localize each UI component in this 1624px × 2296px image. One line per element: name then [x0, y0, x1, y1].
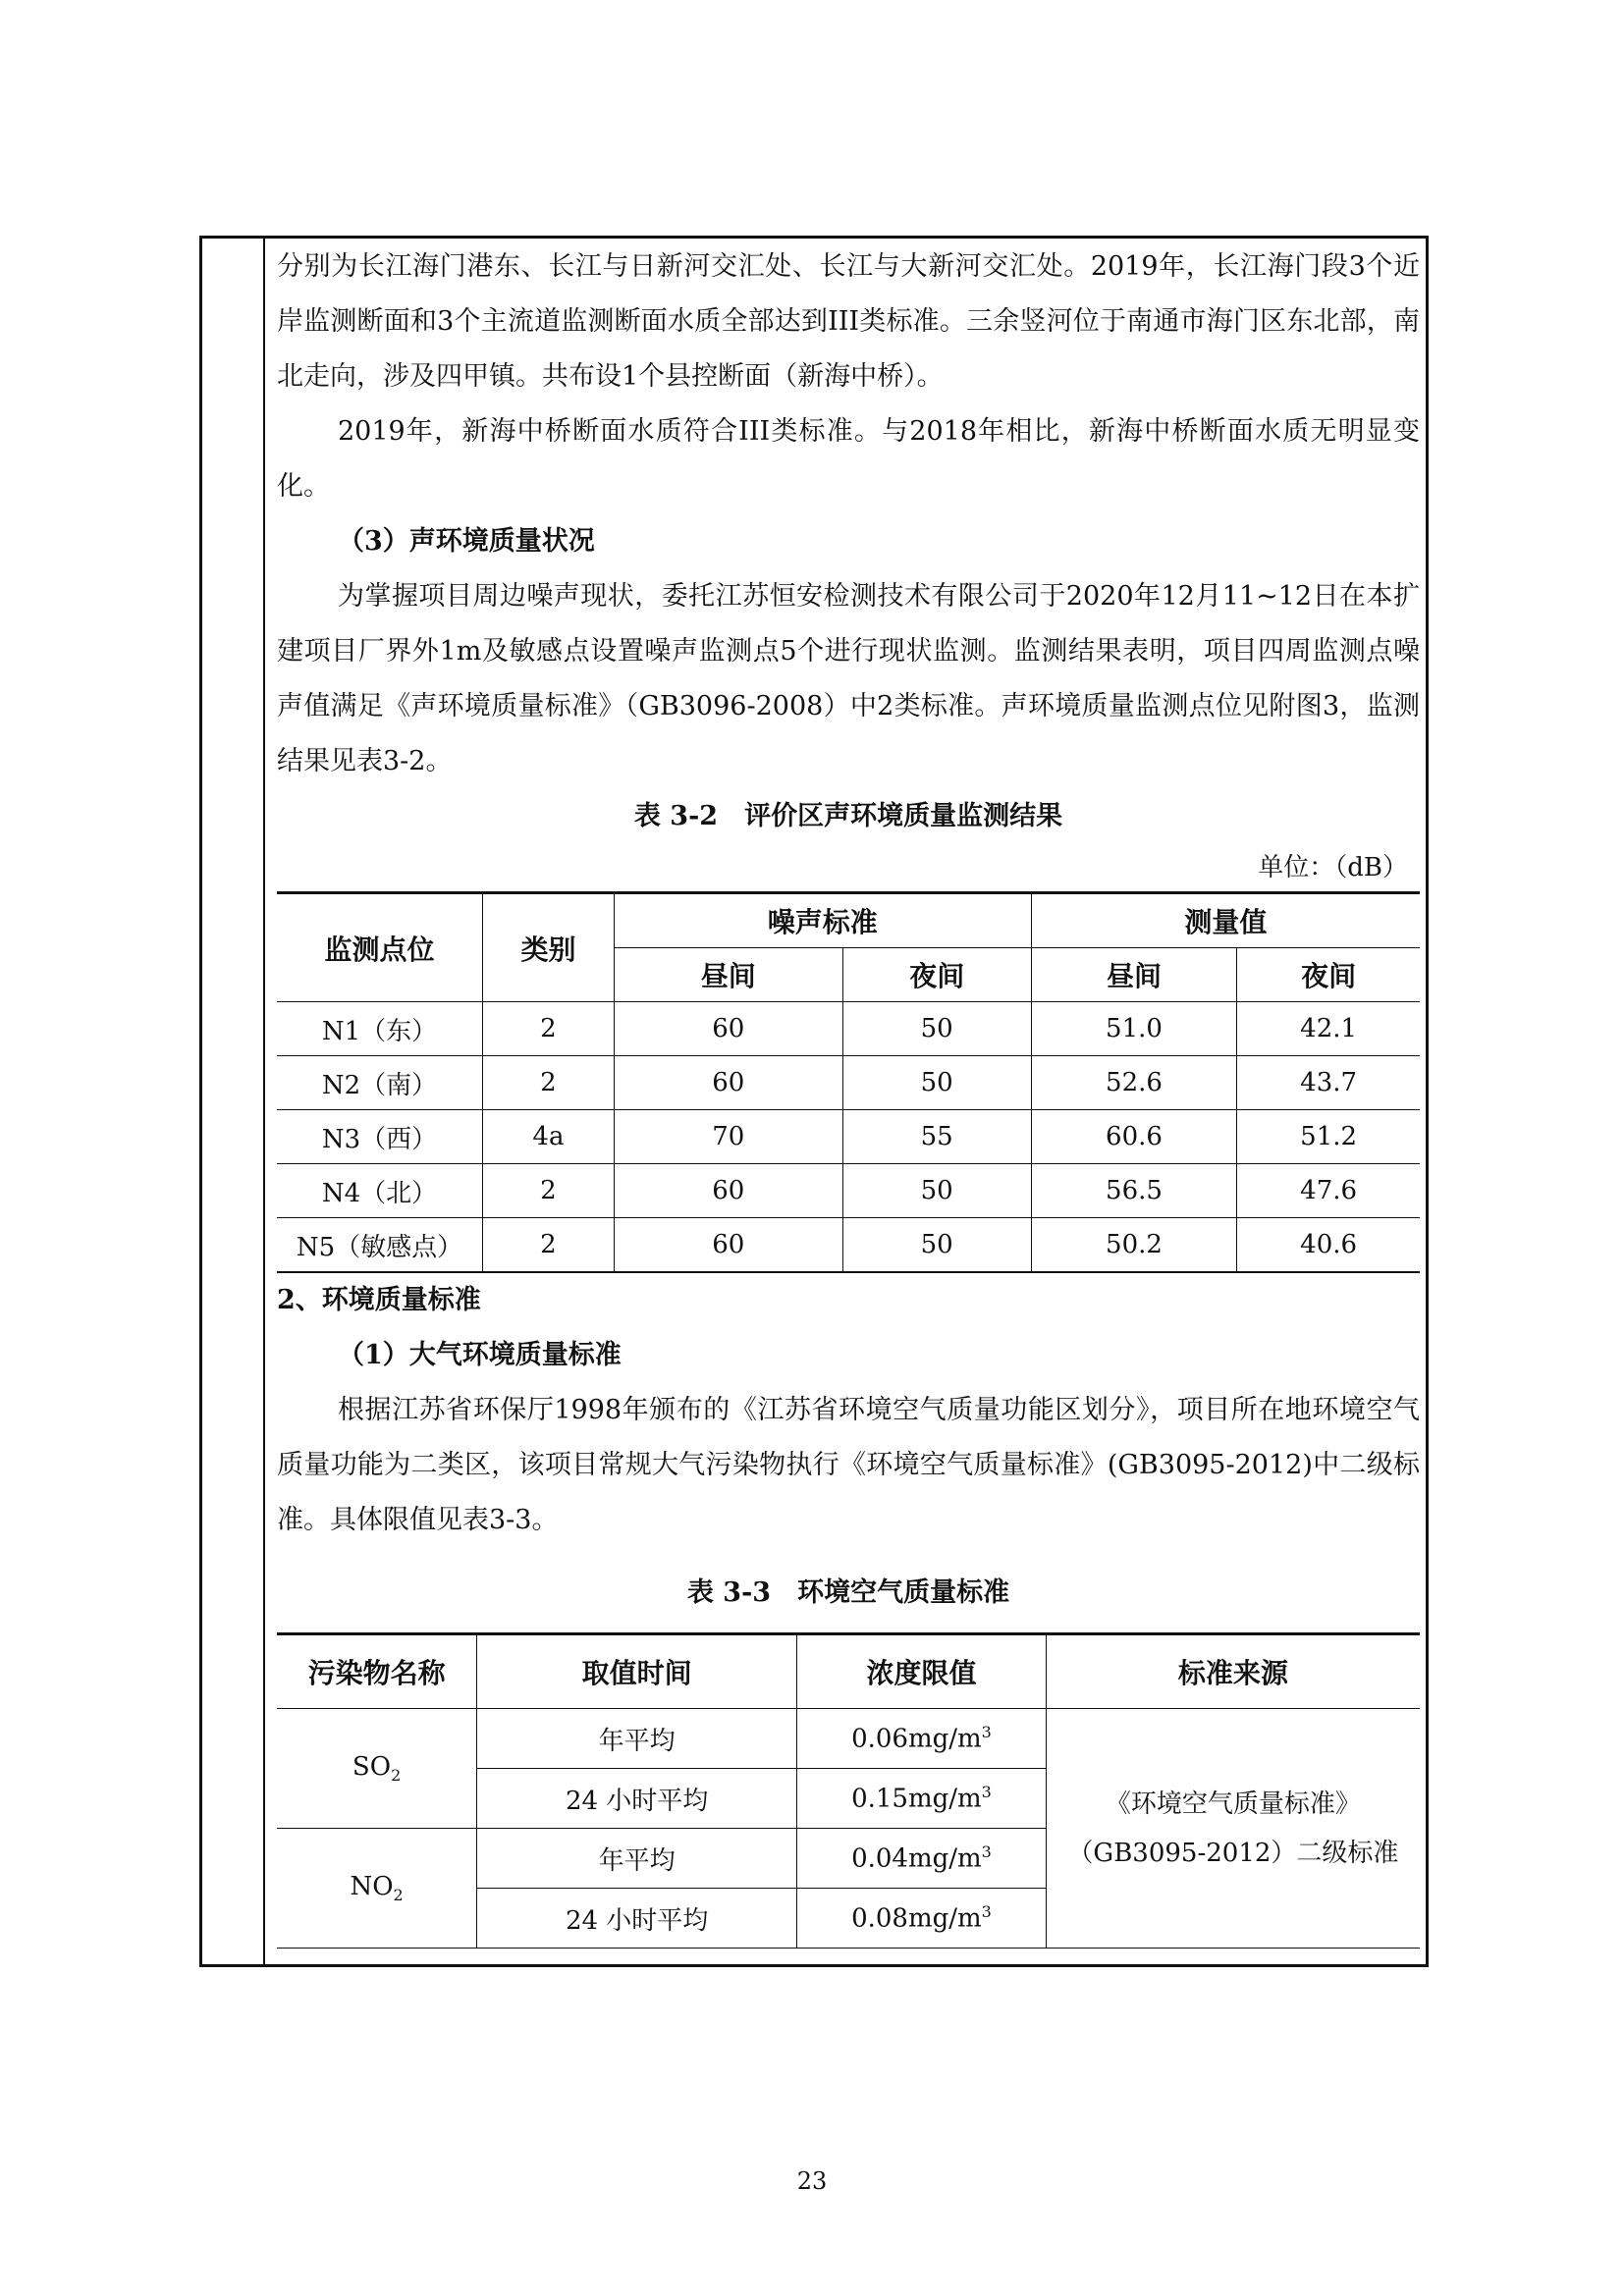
paragraph-water-sections: 分别为长江海门港东、长江与日新河交汇处、长江与大新河交汇处。2019年，长江海门段3个近岸监测断面和3个主流道监测断面水质全部达到III类标准。三余竖河位于南通市海门区东北部，南北走向，涉及四甲镇。共布设1个县控断面（新海中桥）。 — [277, 251, 1420, 392]
cell-std-night: 55 — [842, 1110, 1031, 1164]
cell-pollutant-no2: $NO_2$ — [277, 1829, 477, 1949]
paragraph-noise-monitoring: 为掌握项目周边噪声现状，委托江苏恒安检测技术有限公司于2020年12月11~12日在本扩建项目厂界外1m及敏感点设置噪声监测点5个进行现状监测。监测结果表明，项目四周监测点噪声值满足《声环境质量标准》（GB3096-2008）中2类标准。声环境质量监测点位见附图3，监测结果见表3-2。 — [277, 581, 1420, 776]
table-row — [277, 1709, 1420, 1769]
cell-std-day: 60 — [614, 1218, 842, 1273]
cell-point: N3（西） — [277, 1110, 483, 1164]
air-quality-standard-table — [277, 1632, 1420, 1949]
cell-day: 60.6 — [1031, 1110, 1237, 1164]
cell-time: 24 小时平均 — [477, 1889, 797, 1949]
cell-night: 43.7 — [1237, 1056, 1420, 1110]
table-3-3-caption: 表 3-3 环境空气质量标准 — [686, 1577, 1010, 1608]
header-meas-day: 昼间 — [1031, 948, 1237, 1002]
header-time: 取值时间 — [477, 1634, 797, 1709]
cell-point: N1（东） — [277, 1002, 483, 1056]
cell-type: 2 — [483, 1002, 615, 1056]
heading-quality-standards: 2、环境质量标准 — [277, 1285, 481, 1315]
header-pollutant: 污染物名称 — [277, 1634, 477, 1709]
cell-std-day: 60 — [614, 1056, 842, 1110]
cell-night: 40.6 — [1237, 1218, 1420, 1273]
page-number: 23 — [796, 2167, 828, 2195]
header-meas-night: 夜间 — [1237, 948, 1420, 1002]
cell-std-day: 60 — [614, 1164, 842, 1218]
cell-std-night: 50 — [842, 1056, 1031, 1110]
paragraph-water-2019: 2019年，新海中桥断面水质符合III类标准。与2018年相比，新海中桥断面水质无明显变化。 — [277, 416, 1420, 502]
header-noise-standard: 噪声标准 — [614, 893, 1031, 948]
noise-results-table — [277, 891, 1420, 1273]
table-row — [277, 1164, 1420, 1218]
cell-std-night: 50 — [842, 1164, 1031, 1218]
header-std-day: 昼间 — [614, 948, 842, 1002]
cell-type: 2 — [483, 1164, 615, 1218]
cell-pollutant-so2: $SO_2$ — [277, 1709, 477, 1829]
header-type: 类别 — [483, 893, 615, 1002]
cell-type: 4a — [483, 1110, 615, 1164]
table-3-2-unit: 单位：（dB） — [1258, 853, 1408, 882]
heading-acoustic-status: （3）声环境质量状况 — [338, 526, 595, 557]
table-row — [277, 1218, 1420, 1273]
cell-time: 年平均 — [477, 1709, 797, 1769]
header-std-night: 夜间 — [842, 948, 1031, 1002]
cell-night: 51.2 — [1237, 1110, 1420, 1164]
cell-limit: $0.04mg/m^3$ — [797, 1829, 1047, 1889]
table-row — [277, 1110, 1420, 1164]
cell-day: 51.0 — [1031, 1002, 1237, 1056]
cell-standard-source: 《环境空气质量标准》 （GB3095-2012）二级标准 — [1046, 1709, 1420, 1949]
frame-left-column-divider — [263, 236, 265, 1967]
cell-day: 56.5 — [1031, 1164, 1237, 1218]
cell-night: 42.1 — [1237, 1002, 1420, 1056]
cell-night: 47.6 — [1237, 1164, 1420, 1218]
cell-type: 2 — [483, 1056, 615, 1110]
cell-point: N2（南） — [277, 1056, 483, 1110]
cell-point: N5（敏感点） — [277, 1218, 483, 1273]
cell-std-night: 50 — [842, 1218, 1031, 1273]
cell-std-day: 60 — [614, 1002, 842, 1056]
heading-air-quality-standard: （1）大气环境质量标准 — [338, 1340, 622, 1370]
cell-time: 年平均 — [477, 1829, 797, 1889]
table-3-2-caption: 表 3-2 评价区声环境质量监测结果 — [633, 801, 1063, 831]
cell-day: 52.6 — [1031, 1056, 1237, 1110]
cell-type: 2 — [483, 1218, 615, 1273]
table-row — [277, 1056, 1420, 1110]
cell-time: 24 小时平均 — [477, 1769, 797, 1829]
header-limit: 浓度限值 — [797, 1634, 1047, 1709]
page-content — [277, 240, 1420, 1949]
paragraph-air-standard: 根据江苏省环保厅1998年颁布的《江苏省环境空气质量功能区划分》，项目所在地环境空气质量功能为二类区，该项目常规大气污染物执行《环境空气质量标准》(GB3095-2012)中二级标准。具体限值见表3-3。 — [277, 1395, 1420, 1535]
header-source: 标准来源 — [1046, 1634, 1420, 1709]
header-point: 监测点位 — [277, 893, 483, 1002]
cell-limit: $0.06mg/m^3$ — [797, 1709, 1047, 1769]
cell-point: N4（北） — [277, 1164, 483, 1218]
cell-std-day: 70 — [614, 1110, 842, 1164]
cell-limit: $0.08mg/m^3$ — [797, 1889, 1047, 1949]
header-measured: 测量值 — [1031, 893, 1420, 948]
cell-day: 50.2 — [1031, 1218, 1237, 1273]
cell-std-night: 50 — [842, 1002, 1031, 1056]
cell-limit: $0.15mg/m^3$ — [797, 1769, 1047, 1829]
table-row — [277, 1002, 1420, 1056]
